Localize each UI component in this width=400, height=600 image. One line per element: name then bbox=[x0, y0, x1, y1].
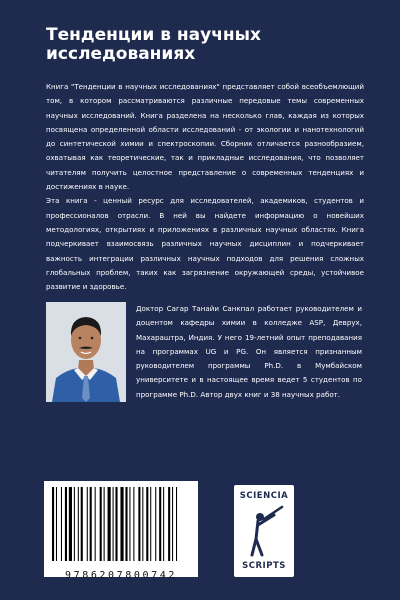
publisher-name-top: SCIENCIA bbox=[239, 491, 289, 501]
description-paragraph: Эта книга - ценный ресурс для исследователей, академиков, студентов и профессионалов отрасли. В ней вы найдете информацию о новейших методологиях, открытиях и приложениях в различных научных областях. Книга подчеркивает взаимосвязь различных научных дисциплин и подчеркивает важность интеграции различных научных подходов для решения сложных глобальных проблем, таких как загрязнение окружающей среды, устойчивое развитие и здоровье. bbox=[46, 196, 364, 292]
isbn-digits: 9786207800742 bbox=[64, 570, 178, 581]
description bbox=[46, 80, 364, 294]
publisher-logo bbox=[234, 485, 294, 577]
book-title: Тенденции в научных исследованиях bbox=[46, 25, 261, 64]
publisher-name-bottom: SCRIPTS bbox=[242, 561, 286, 571]
description-paragraph: Книга "Тенденции в научных исследованиях" представляет собой всеобъемлющий том, в котором рассматриваются различные передовые темы современных научных исследований. Книга разделена на несколько глав, каждая из которых посвящена определенной области исследований - от экологии и нанотехнологий до синтетической химии и спектроскопии. Сборник отличается разнообразием, охватывая как теоретические, так и прикладные исследования, что позволяет читателям получить целостное представление о современных тенденциях и достижениях в науке. bbox=[46, 82, 364, 192]
author-bio: Доктор Сагар Танайи Санкпал работает руководителем и доцентом кафедры химии в колледже ASP, Деврух, Махараштра, Индия. У него 19-летний опыт преподавания на программах UG и PG. Он является признанным руководителем программы Ph.D. в Мумбайском университете и в настоящее время ведет 5 студентов по программе Ph.D. Автор двух книг и 38 научных работ. bbox=[136, 304, 362, 399]
isbn-barcode bbox=[44, 481, 198, 577]
author-photo bbox=[46, 302, 126, 402]
